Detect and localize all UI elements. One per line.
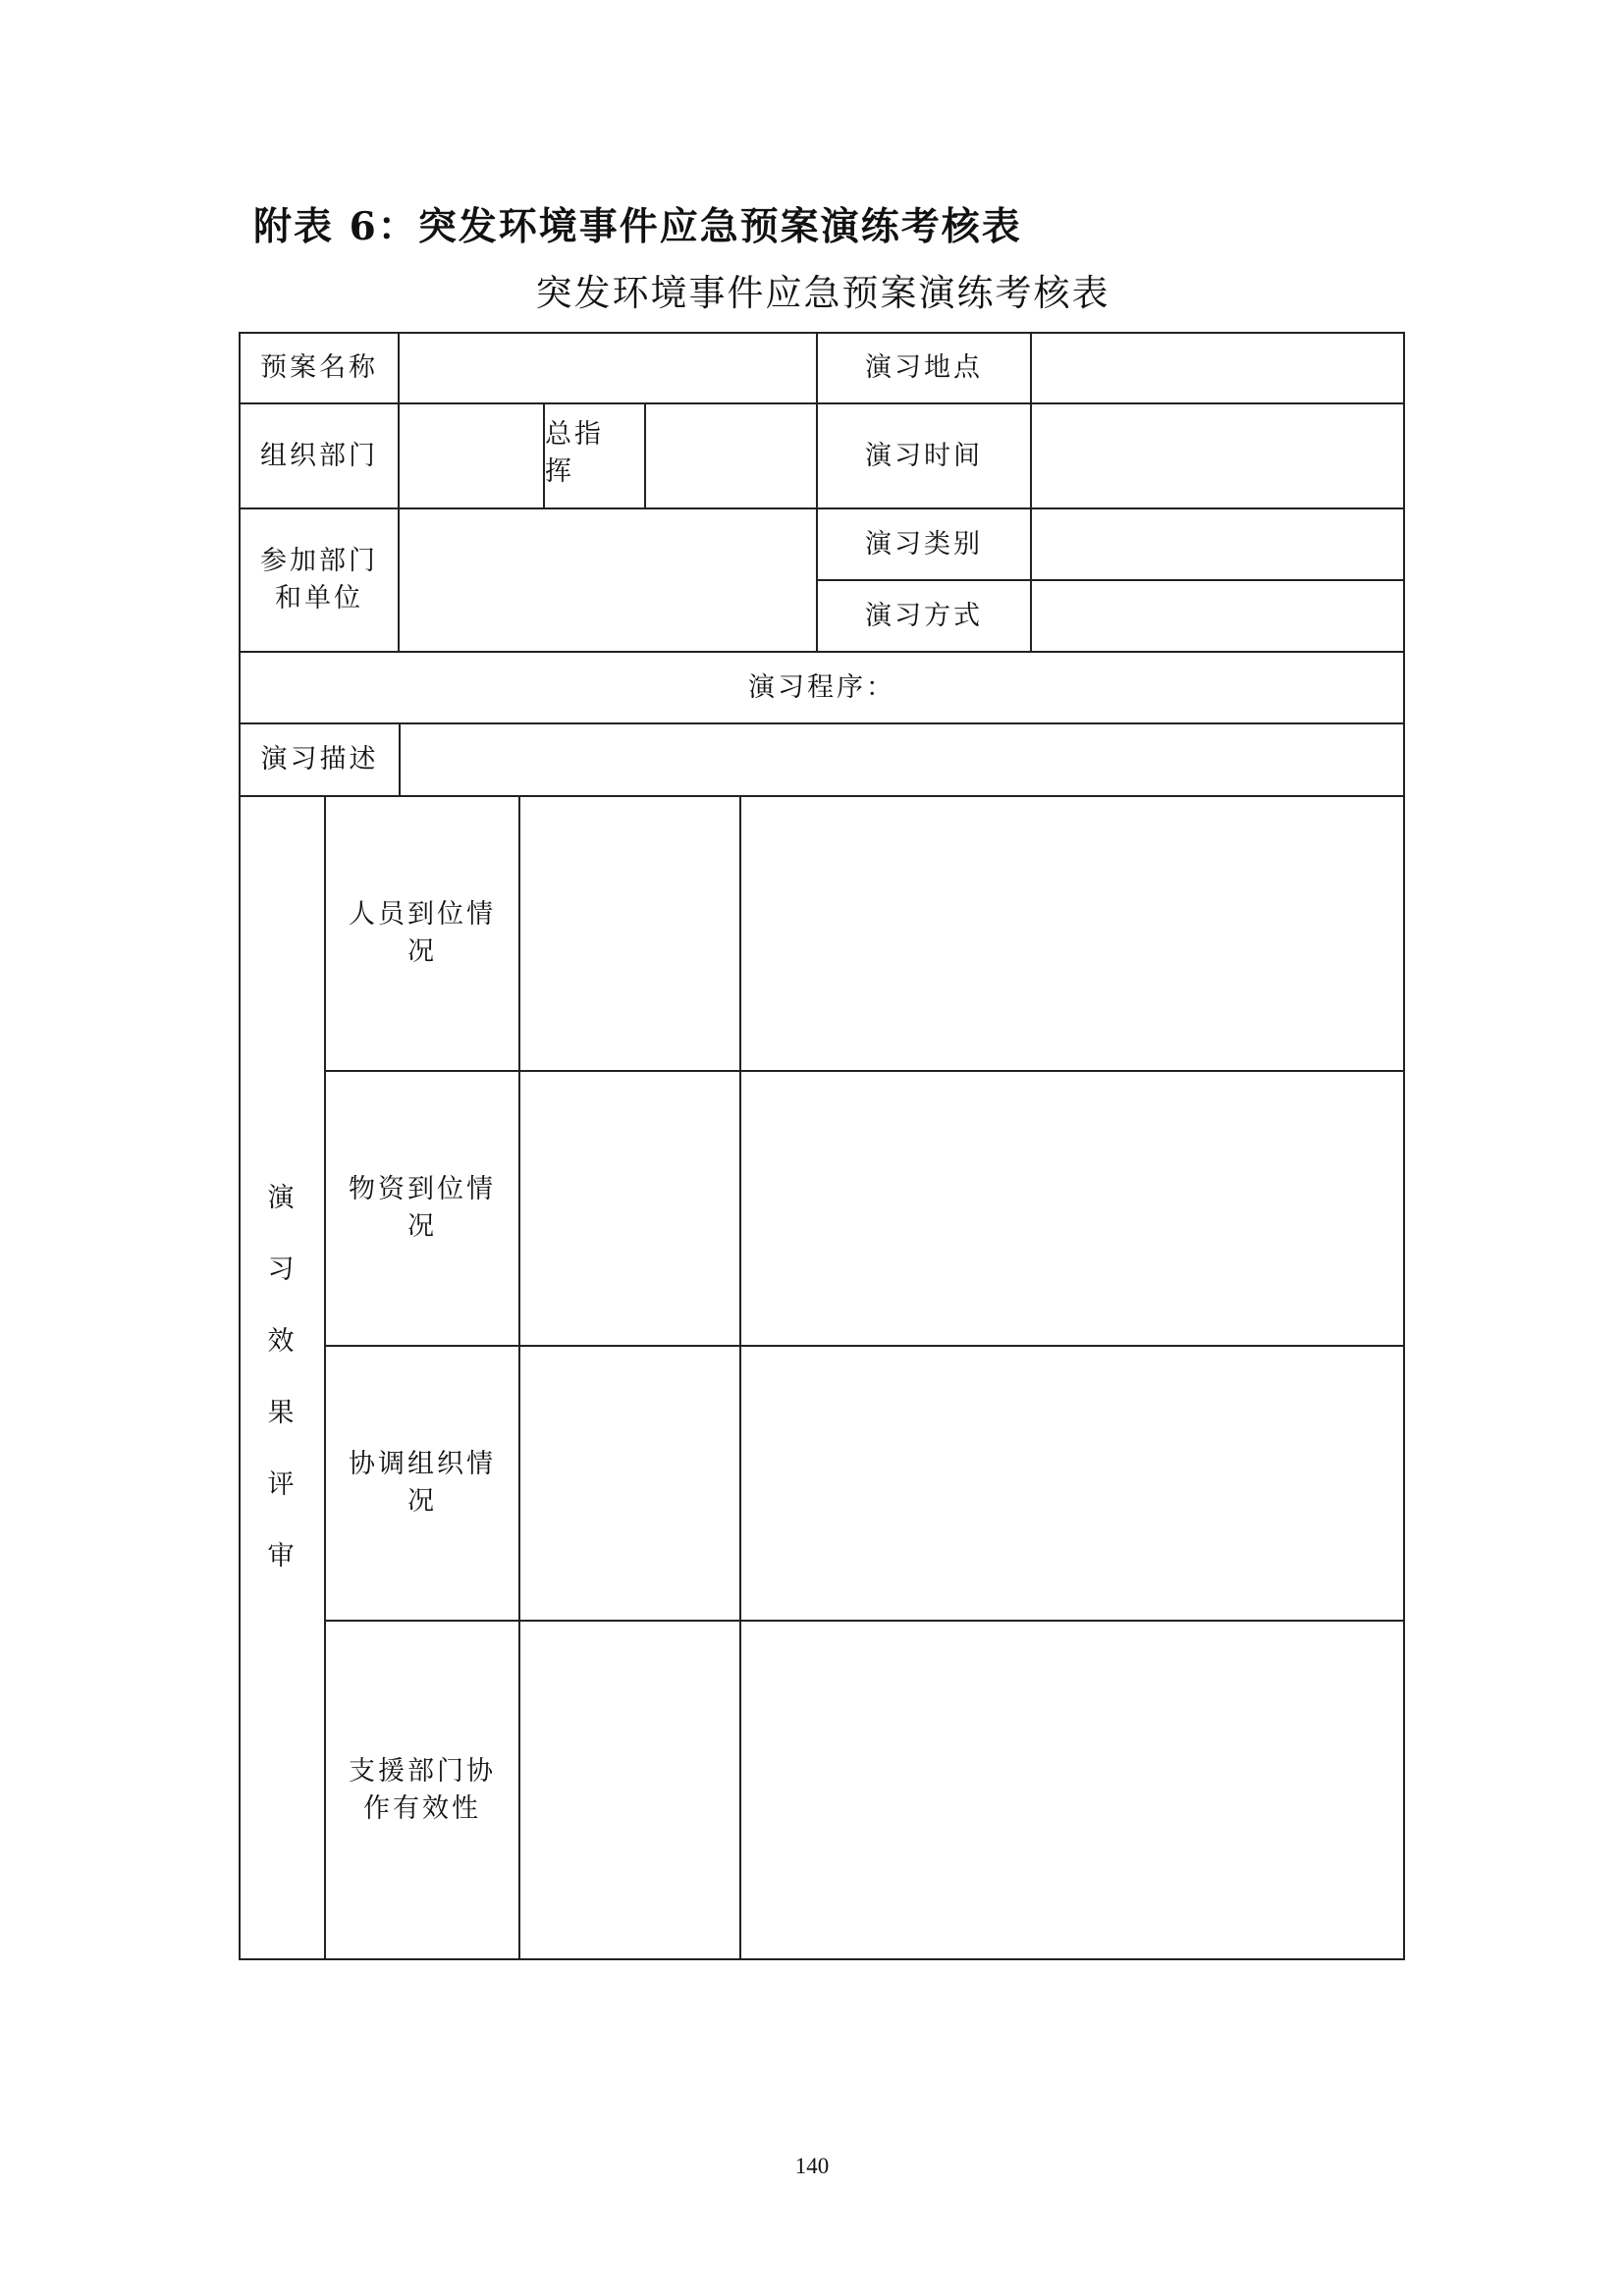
review-label-chars xyxy=(268,1181,298,1575)
review-item-line1: 支援部门协 xyxy=(349,1755,496,1787)
description-label: 演习描述 xyxy=(239,722,401,797)
plan-name-label: 预案名称 xyxy=(239,332,400,404)
plan-name-field[interactable] xyxy=(398,332,818,404)
review-label-char: 效 xyxy=(267,1326,298,1357)
participants-label xyxy=(239,507,400,653)
review-item-materials-comment[interactable] xyxy=(739,1070,1405,1347)
appendix-title: 附表 6：突发环境事件应急预案演练考核表 xyxy=(253,204,1022,249)
form-title: 突发环境事件应急预案演练考核表 xyxy=(535,272,1110,314)
location-label: 演习地点 xyxy=(816,332,1032,404)
review-item-line2: 况 xyxy=(407,1486,437,1517)
participants-label-line2: 和单位 xyxy=(275,583,363,614)
commander-label xyxy=(543,402,646,509)
method-field[interactable] xyxy=(1030,579,1405,653)
review-item-line1: 协调组织情 xyxy=(349,1449,496,1479)
category-label: 演习类别 xyxy=(816,507,1032,581)
review-item-support-comment[interactable] xyxy=(739,1620,1405,1960)
time-field[interactable] xyxy=(1030,402,1405,509)
review-item-support-score[interactable] xyxy=(518,1620,741,1960)
review-item-personnel-score[interactable] xyxy=(518,795,741,1072)
review-label-char: 果 xyxy=(267,1398,298,1428)
review-item-coordination-label xyxy=(324,1345,520,1622)
description-field[interactable] xyxy=(399,722,1405,797)
commander-label-line1: 总指 xyxy=(545,419,604,450)
review-item-coordination-score[interactable] xyxy=(518,1345,741,1622)
org-dept-label: 组织部门 xyxy=(239,402,400,509)
page-number: 140 xyxy=(794,2154,830,2178)
review-item-coordination-comment[interactable] xyxy=(739,1345,1405,1622)
review-label-char: 评 xyxy=(267,1469,298,1500)
review-label-char: 演 xyxy=(267,1183,298,1213)
participants-label-line1: 参加部门 xyxy=(260,546,378,576)
review-item-line2: 作有效性 xyxy=(363,1792,481,1824)
review-item-line2: 况 xyxy=(407,1211,437,1242)
review-item-line1: 物资到位情 xyxy=(349,1174,496,1204)
org-dept-field[interactable] xyxy=(398,402,545,509)
review-section-label xyxy=(239,795,326,1960)
location-field[interactable] xyxy=(1030,332,1405,404)
commander-label-line2: 挥 xyxy=(545,456,574,487)
review-item-support-label xyxy=(324,1620,520,1960)
method-label: 演习方式 xyxy=(816,579,1032,653)
review-item-personnel-comment[interactable] xyxy=(739,795,1405,1072)
time-label: 演习时间 xyxy=(816,402,1032,509)
review-item-personnel-label xyxy=(324,795,520,1072)
participants-field[interactable] xyxy=(398,507,818,653)
review-item-materials-score[interactable] xyxy=(518,1070,741,1347)
procedure-label: 演习程序： xyxy=(239,651,1405,724)
commander-field[interactable] xyxy=(644,402,818,509)
review-label-char: 习 xyxy=(267,1255,298,1285)
review-item-line2: 况 xyxy=(407,936,437,967)
review-item-materials-label xyxy=(324,1070,520,1347)
category-field[interactable] xyxy=(1030,507,1405,581)
review-item-line1: 人员到位情 xyxy=(349,899,496,930)
review-label-char: 审 xyxy=(267,1541,298,1572)
